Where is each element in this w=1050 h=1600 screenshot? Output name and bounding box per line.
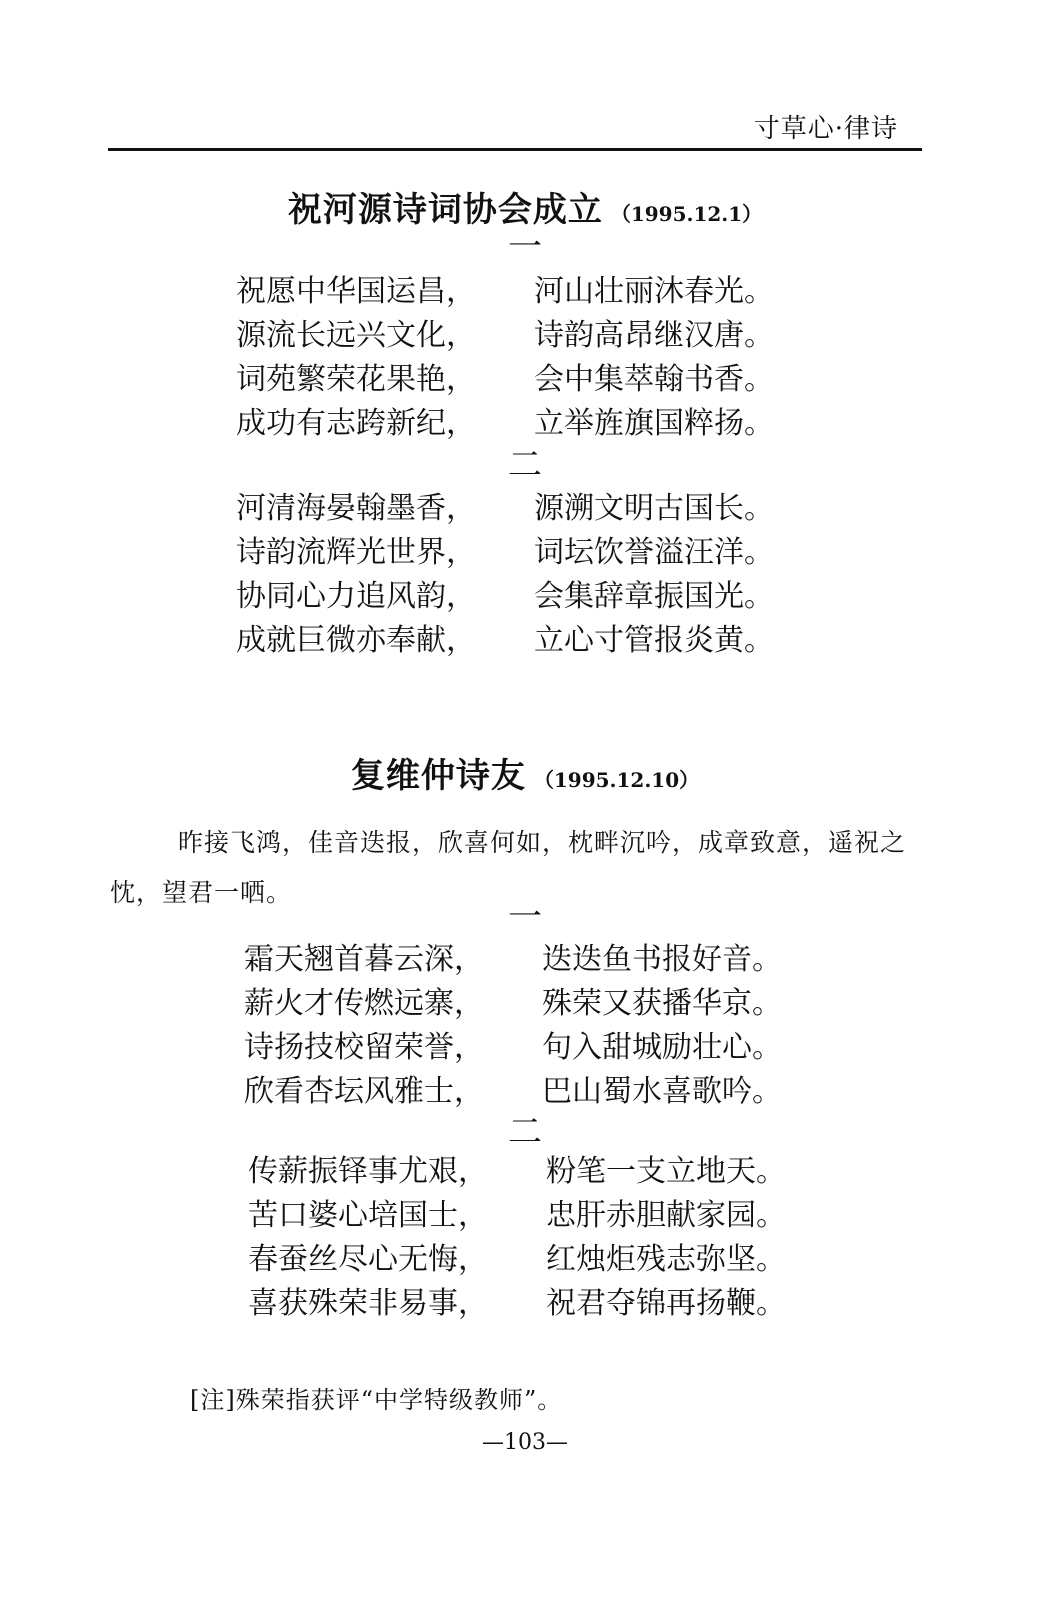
poem-title-1	[0, 182, 1050, 231]
poem-title-2	[0, 748, 1050, 797]
verse-half: 诗韵流辉光世界，	[236, 535, 476, 570]
page-number: —103—	[482, 1430, 568, 1455]
verse-half: 河清海晏翰墨香，	[236, 491, 476, 526]
stanza	[244, 938, 844, 1114]
verse-line	[236, 575, 836, 619]
running-header	[108, 100, 922, 151]
verse-half: 句入甜城励壮心。	[542, 1030, 782, 1065]
verse-half: 祝君夺锦再扬鞭。	[546, 1286, 786, 1321]
section-marker: 二	[508, 445, 542, 485]
verse-half: 殊荣又获播华京。	[542, 986, 782, 1021]
verse-half: 河山壮丽沐春光。	[534, 274, 774, 309]
verse-half: 忠肝赤胆献家园。	[546, 1198, 786, 1233]
verse-half: 欣看杏坛风雅士，	[244, 1074, 484, 1109]
verse-line	[248, 1238, 848, 1282]
verse-half: 迭迭鱼书报好音。	[542, 942, 782, 977]
verse-half: 协同心力追风韵，	[236, 579, 476, 614]
verse-line	[236, 487, 836, 531]
verse-half: 源溯文明古国长。	[534, 491, 774, 526]
verse-half: 会集辞章振国光。	[534, 579, 774, 614]
running-title: 寸草心·律诗	[753, 114, 898, 144]
verse-half: 春蚕丝尽心无悔，	[248, 1242, 488, 1277]
poem-date: （1995.12.1）	[610, 202, 763, 226]
verse-half: 词坛饮誉溢汪洋。	[534, 535, 774, 570]
verse-half: 红烛炬残志弥坚。	[546, 1242, 786, 1277]
verse-line	[248, 1282, 848, 1326]
verse-line	[248, 1194, 848, 1238]
verse-half: 霜天翘首暮云深，	[244, 942, 484, 977]
verse-half: 苦口婆心培国士，	[248, 1198, 488, 1233]
verse-half: 立心寸管报炎黄。	[534, 623, 774, 658]
verse-line	[244, 1026, 844, 1070]
verse-half: 传薪振铎事尤艰，	[248, 1154, 488, 1189]
verse-half: 立举旌旗国粹扬。	[534, 406, 774, 441]
verse-half: 成功有志跨新纪，	[236, 406, 476, 441]
verse-half: 诗扬技校留荣誉，	[244, 1030, 484, 1065]
footnote: [注]殊荣指获评“中学特级教师”。	[190, 1386, 563, 1414]
verse-half: 诗韵高昂继汉唐。	[534, 318, 774, 353]
verse-half: 巴山蜀水喜歌吟。	[542, 1074, 782, 1109]
stanza	[236, 487, 836, 663]
verse-line	[244, 1070, 844, 1114]
verse-line	[248, 1150, 848, 1194]
verse-half: 薪火才传燃远寨，	[244, 986, 484, 1021]
section-marker: 二	[508, 1112, 542, 1152]
verse-half: 祝愿中华国运昌，	[236, 274, 476, 309]
stanza	[248, 1150, 848, 1326]
verse-half: 词苑繁荣花果艳，	[236, 362, 476, 397]
verse-half: 会中集萃翰书香。	[534, 362, 774, 397]
section-marker: 一	[508, 897, 542, 937]
verse-line	[236, 619, 836, 663]
poem-title-text: 祝河源诗词协会成立	[287, 190, 603, 230]
stanza	[236, 270, 836, 446]
section-marker: 一	[508, 227, 542, 267]
verse-half: 粉笔一支立地天。	[546, 1154, 786, 1189]
poem-preface: 昨接飞鸿，佳音迭报，欣喜何如，枕畔沉吟，成章致意，遥祝之忱，望君一哂。	[110, 828, 907, 907]
poem-date: （1995.12.10）	[533, 768, 700, 792]
verse-line	[244, 982, 844, 1026]
verse-half: 喜获殊荣非易事，	[248, 1286, 488, 1321]
poem-title-text: 复维仲诗友	[350, 756, 526, 796]
verse-line	[244, 938, 844, 982]
verse-half: 成就巨微亦奉献，	[236, 623, 476, 658]
verse-line	[236, 270, 836, 314]
verse-half: 源流长远兴文化，	[236, 318, 476, 353]
verse-line	[236, 402, 836, 446]
verse-line	[236, 314, 836, 358]
verse-line	[236, 358, 836, 402]
verse-line	[236, 531, 836, 575]
